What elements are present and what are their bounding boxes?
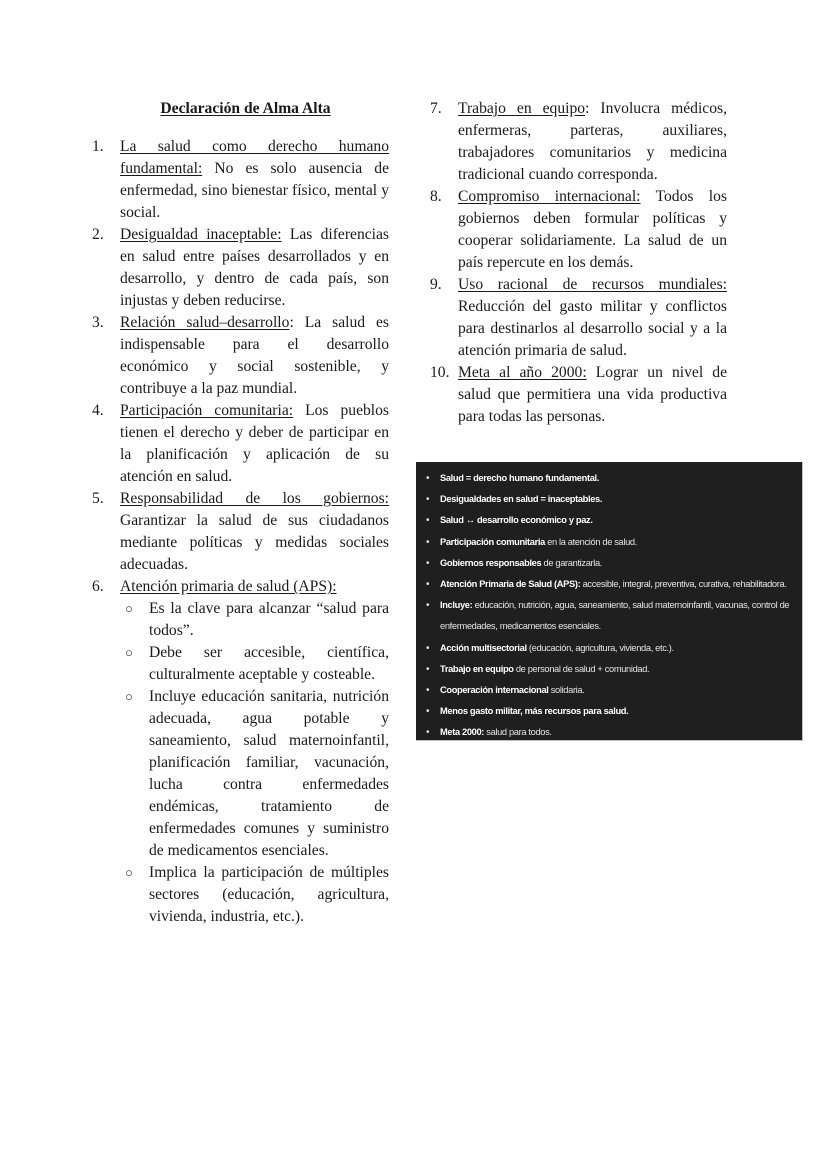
- principle-item: [430, 274, 727, 362]
- item-text: No es solo ausencia de enfermedad, sino bienestar físico, mental y social.: [120, 160, 389, 221]
- summary-bold: Acción multisectorial: [440, 642, 527, 653]
- summary-bold: Incluye:: [440, 600, 473, 611]
- item-number: 4.: [92, 402, 104, 419]
- bullet-icon: •: [426, 494, 430, 506]
- bullet-icon: •: [426, 557, 430, 569]
- summary-rest: solidaria.: [548, 685, 585, 696]
- summary-item: [416, 510, 802, 531]
- summary-bold: Meta 2000:: [440, 727, 485, 738]
- item-text: Todos los gobiernos deben formular políticas y cooperar solidariamente. La salud de un país repercute en los demás.: [458, 188, 727, 271]
- principles-list-right: [430, 98, 727, 428]
- item-heading: Atención primaria de salud (APS):: [120, 578, 337, 595]
- item-heading: Trabajo en equipo: [458, 100, 586, 117]
- item-text: Lograr un nivel de salud que permitiera una vida productiva para todas las personas.: [458, 364, 727, 425]
- summary-panel-image: [416, 462, 803, 741]
- summary-bold: Cooperación internacional: [440, 685, 549, 696]
- bullet-icon: •: [426, 600, 430, 612]
- summary-rest: en la atención de salud.: [544, 536, 637, 547]
- sub-item: [120, 598, 389, 642]
- principle-item: [430, 186, 727, 274]
- principle-item: [92, 224, 389, 312]
- right-column: [430, 98, 727, 428]
- bullet-icon: •: [426, 642, 430, 654]
- summary-rest: de personal de salud + comunidad.: [513, 663, 650, 674]
- item-number: 3.: [92, 314, 104, 331]
- item-number: 9.: [430, 276, 442, 293]
- left-column: [92, 98, 389, 928]
- document-title: Declaración de Alma Alta: [160, 100, 331, 117]
- principle-item: [92, 400, 389, 488]
- principle-item: [92, 312, 389, 400]
- summary-rest: de garantizarla.: [541, 557, 603, 568]
- item-heading: Responsabilidad de los gobiernos:: [120, 490, 389, 507]
- item-heading: Participación comunitaria:: [120, 402, 294, 419]
- item-text: Los pueblos tienen el derecho y deber de participar en la planificación y aplicación de su atención en salud.: [120, 402, 389, 485]
- summary-rest: (educación, agricultura, vivienda, etc.).: [526, 642, 674, 653]
- sub-item: [120, 686, 389, 862]
- bullet-icon: •: [426, 579, 430, 591]
- sub-item-text: Debe ser accesible, científica, culturalmente aceptable y costeable.: [149, 644, 389, 683]
- summary-bold: Salud = derecho humano fundamental.: [440, 473, 599, 483]
- summary-rest: educación, nutrición, agua, saneamiento, salud maternoinfantil, vacunas, control de enfermedades, medicamentos esenciales.: [440, 600, 790, 632]
- summary-bold: Menos gasto militar, más recursos para salud.: [440, 706, 629, 717]
- circle-bullet-icon: ○: [125, 865, 133, 880]
- item-number: 8.: [430, 188, 442, 205]
- summary-item: [416, 722, 802, 743]
- summary-item: [416, 489, 802, 510]
- item-number: 5.: [92, 490, 104, 507]
- item-number: 10.: [430, 364, 450, 381]
- summary-item: [416, 553, 802, 574]
- summary-item: [416, 680, 802, 701]
- summary-list: [416, 462, 802, 744]
- circle-bullet-icon: ○: [125, 689, 133, 704]
- principle-item: [92, 576, 389, 928]
- sub-item: [120, 642, 389, 686]
- item-heading: Compromiso internacional:: [458, 188, 641, 205]
- summary-item: [416, 574, 802, 595]
- item-number: 2.: [92, 226, 104, 243]
- summary-item: [416, 638, 802, 659]
- summary-bold: Desigualdades en salud = inaceptables.: [440, 494, 603, 505]
- item-text: Reducción del gasto militar y conflictos para destinarlos al desarrollo social y a la atención primaria de salud.: [458, 298, 727, 359]
- summary-bold: Atención Primaria de Salud (APS):: [440, 579, 581, 590]
- item-text: : La salud es indispensable para el desarrollo económico y social sostenible, y contribuye a la paz mundial.: [120, 314, 389, 397]
- item-number: 6.: [92, 578, 104, 595]
- sub-item-text: Incluye educación sanitaria, nutrición adecuada, agua potable y saneamiento, salud maternoinfantil, planificación familiar, vacunación, lucha contra enfermedades endémicas, tratamiento de enfermedades comunes y suministro de medicamentos esenciales.: [149, 688, 389, 859]
- item-text: Las diferencias en salud entre países desarrollados y en desarrollo, y dentro de cada país, son injustas y deben reducirse.: [120, 226, 389, 309]
- summary-item: [416, 532, 802, 553]
- summary-bold: Gobiernos responsables: [440, 557, 542, 568]
- sub-item: [120, 862, 389, 928]
- circle-bullet-icon: ○: [125, 645, 133, 660]
- principle-item: [92, 488, 389, 576]
- sub-item-text: Es la clave para alcanzar “salud para todos”.: [149, 600, 389, 639]
- bullet-icon: •: [426, 685, 430, 697]
- item-number: 7.: [430, 100, 442, 117]
- bullet-icon: •: [426, 727, 430, 739]
- principle-item: [430, 98, 727, 186]
- bullet-icon: •: [426, 473, 430, 484]
- bullet-icon: •: [426, 663, 430, 675]
- item-number: 1.: [92, 138, 104, 155]
- item-text: : Involucra médicos, enfermeras, parteras, auxiliares, trabajadores comunitarios y medicina tradicional cuando corresponda.: [458, 100, 727, 183]
- item-heading: La salud como derecho humano fundamental:: [120, 138, 389, 177]
- sub-item-text: Implica la participación de múltiples sectores (educación, agricultura, vivienda, industria, etc.).: [149, 864, 389, 925]
- summary-rest: accesible, integral, preventiva, curativa, rehabilitadora.: [580, 579, 787, 590]
- aps-subitems: [120, 598, 389, 928]
- summary-item: [416, 659, 802, 680]
- item-heading: Uso racional de recursos mundiales:: [458, 276, 727, 293]
- item-heading: Desigualdad inaceptable:: [120, 226, 282, 243]
- bullet-icon: •: [426, 515, 430, 527]
- principle-item: [92, 136, 389, 224]
- principle-item: [430, 362, 727, 428]
- summary-item: [416, 595, 802, 637]
- summary-rest: salud para todos.: [484, 727, 552, 738]
- item-heading: Meta al año 2000:: [458, 364, 587, 381]
- principles-list-left: [92, 136, 389, 928]
- item-text: Garantizar la salud de sus ciudadanos mediante políticas y medidas sociales adecuadas.: [120, 512, 389, 573]
- summary-item: [416, 701, 802, 722]
- summary-bold: Trabajo en equipo: [440, 663, 514, 674]
- bullet-icon: •: [426, 706, 430, 718]
- summary-bold: Participación comunitaria: [440, 536, 545, 547]
- bullet-icon: •: [426, 536, 430, 548]
- item-heading: Relación salud–desarrollo: [120, 314, 290, 331]
- circle-bullet-icon: ○: [125, 601, 133, 616]
- summary-item: [416, 468, 802, 489]
- summary-bold: Salud ↔ desarrollo económico y paz.: [440, 515, 593, 526]
